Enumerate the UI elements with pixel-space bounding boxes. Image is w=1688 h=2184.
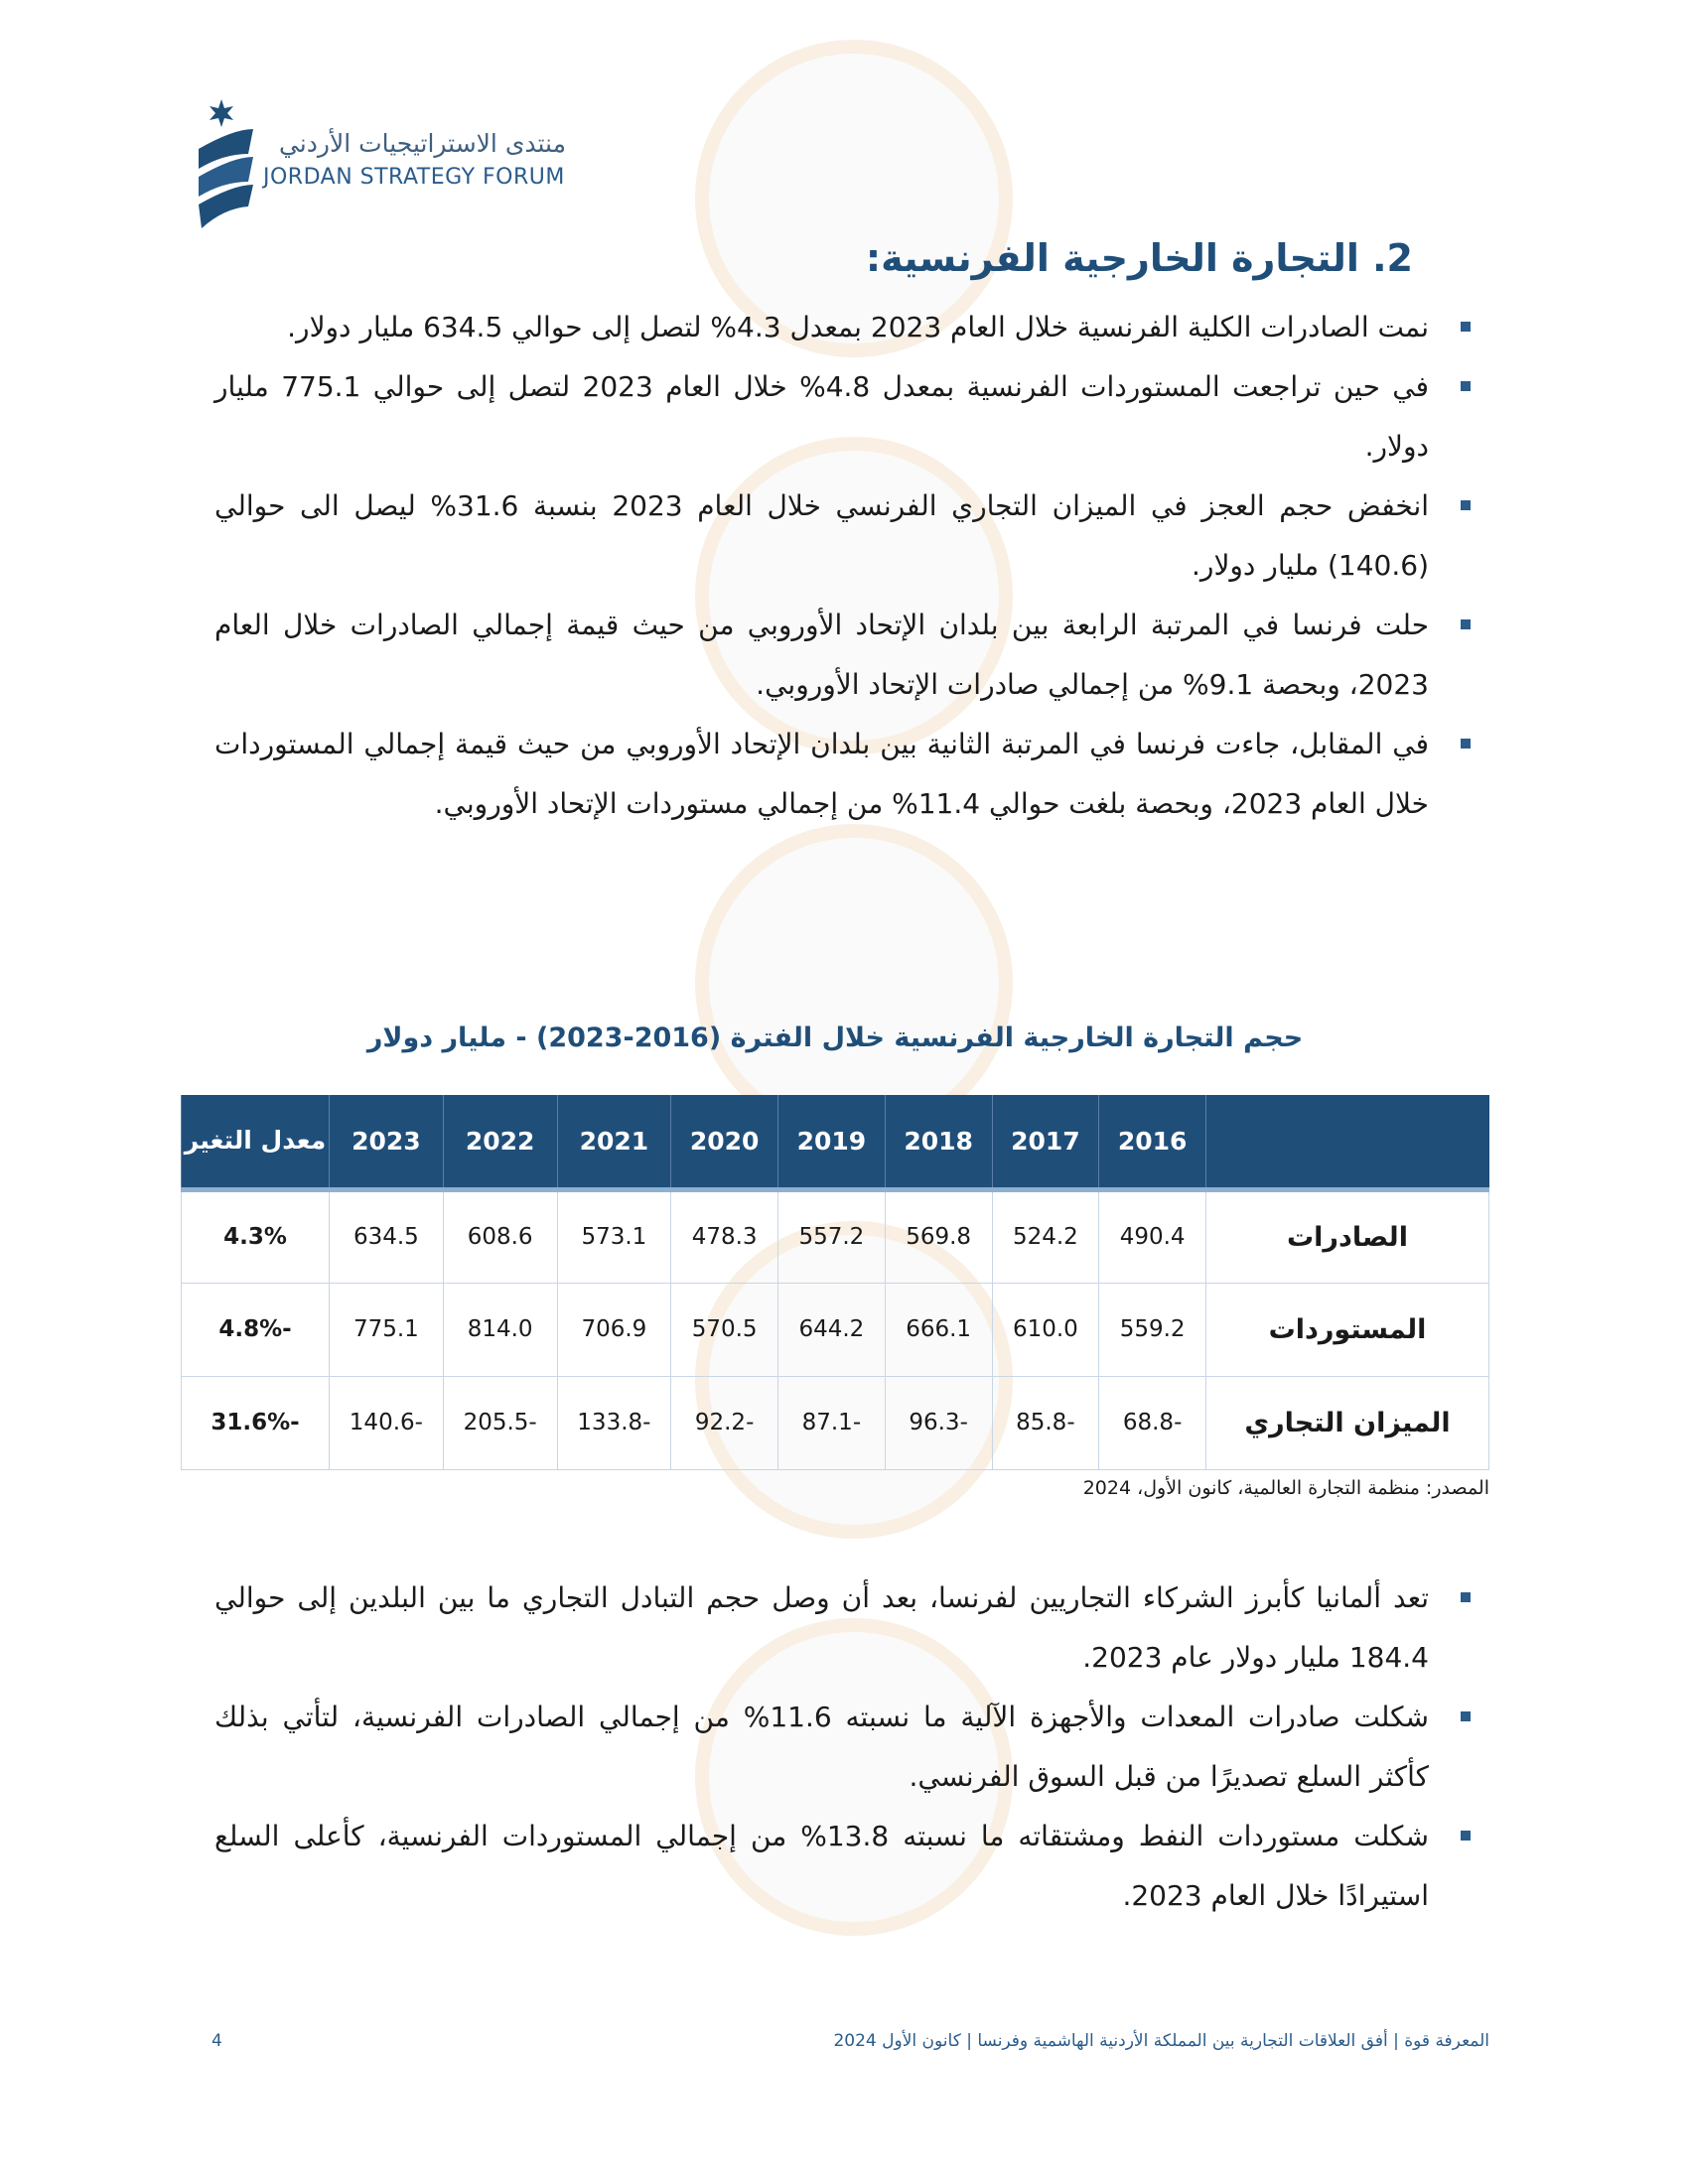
section-title: 2. التجارة الخارجية الفرنسية: — [865, 236, 1413, 280]
trade-table — [181, 1095, 1489, 1470]
bullet-list-top — [198, 298, 1429, 834]
logo — [194, 99, 591, 228]
row-label: الميزان التجاري — [1206, 1376, 1489, 1469]
list-item: شكلت صادرات المعدات والأجهزة الآلية ما نسبته 11.6% من إجمالي الصادرات الفرنسية، لتأتي بذلك كأكثر السلع تصديرًا من قبل السوق الفرنسي. — [198, 1688, 1429, 1807]
value-cell: -140.6 — [330, 1376, 444, 1469]
header-cell: 2017 — [992, 1095, 1099, 1189]
value-cell: 706.9 — [557, 1283, 671, 1376]
page-number: 4 — [211, 2031, 222, 2051]
value-cell: 569.8 — [885, 1189, 992, 1283]
list-item: في حين تراجعت المستوردات الفرنسية بمعدل 4.8% خلال العام 2023 لتصل إلى حوالي 775.1 مليار دولار. — [198, 357, 1429, 477]
value-cell: 557.2 — [778, 1189, 886, 1283]
value-cell: 559.2 — [1099, 1283, 1206, 1376]
logo-emblem-icon — [194, 99, 263, 233]
list-item: تعد ألمانيا كأبرز الشركاء التجاريين لفرنسا، بعد أن وصل حجم التبادل التجاري ما بين البلدين إلى حوالي 184.4 مليار دولار عام 2023. — [198, 1569, 1429, 1688]
header-cell: 2018 — [885, 1095, 992, 1189]
change-cell: 4.3% — [182, 1189, 330, 1283]
value-cell: -87.1 — [778, 1376, 886, 1469]
logo-arabic-name: منتدى الاستراتيجيات الأردني — [278, 129, 566, 158]
table-source: المصدر: منظمة التجارة العالمية، كانون الأول، 2024 — [1082, 1477, 1489, 1499]
value-cell: -133.8 — [557, 1376, 671, 1469]
value-cell: -96.3 — [885, 1376, 992, 1469]
value-cell: -205.5 — [443, 1376, 557, 1469]
value-cell: 608.6 — [443, 1189, 557, 1283]
row-label: المستوردات — [1206, 1283, 1489, 1376]
value-cell: -92.2 — [671, 1376, 778, 1469]
row-label: الصادرات — [1206, 1189, 1489, 1283]
value-cell: 610.0 — [992, 1283, 1099, 1376]
table-row — [182, 1376, 1489, 1469]
value-cell: -85.8 — [992, 1376, 1099, 1469]
table-row — [182, 1189, 1489, 1283]
footer-text: المعرفة قوة | أفق العلاقات التجارية بين المملكة الأردنية الهاشمية وفرنسا | كانون الأول 2024 — [833, 2031, 1489, 2051]
header-cell: 2019 — [778, 1095, 886, 1189]
value-cell: 573.1 — [557, 1189, 671, 1283]
value-cell: -68.8 — [1099, 1376, 1206, 1469]
value-cell: 570.5 — [671, 1283, 778, 1376]
header-cell: 2023 — [330, 1095, 444, 1189]
table-title: حجم التجارة الخارجية الفرنسية خلال الفترة (2016-2023) - مليار دولار — [366, 1023, 1304, 1053]
value-cell: 478.3 — [671, 1189, 778, 1283]
value-cell: 666.1 — [885, 1283, 992, 1376]
header-cell: 2020 — [671, 1095, 778, 1189]
list-item: حلت فرنسا في المرتبة الرابعة بين بلدان الإتحاد الأوروبي من حيث قيمة إجمالي الصادرات خلال العام 2023، وبحصة 9.1% من إجمالي صادرات الإتحاد الأوروبي. — [198, 596, 1429, 715]
value-cell: 490.4 — [1099, 1189, 1206, 1283]
list-item: في المقابل، جاءت فرنسا في المرتبة الثانية بين بلدان الإتحاد الأوروبي من حيث قيمة إجمالي المستوردات خلال العام 2023، وبحصة بلغت حوالي 11.4% من إجمالي مستوردات الإتحاد الأوروبي. — [198, 715, 1429, 834]
value-cell: 524.2 — [992, 1189, 1099, 1283]
header-cell: 2021 — [557, 1095, 671, 1189]
header-cell: 2016 — [1099, 1095, 1206, 1189]
list-item: نمت الصادرات الكلية الفرنسية خلال العام 2023 بمعدل 4.3% لتصل إلى حوالي 634.5 مليار دولار. — [198, 298, 1429, 357]
header-cell — [1206, 1095, 1489, 1189]
change-cell: -31.6% — [182, 1376, 330, 1469]
value-cell: 814.0 — [443, 1283, 557, 1376]
watermark — [695, 824, 1013, 1142]
list-item: شكلت مستوردات النفط ومشتقاته ما نسبته 13.8% من إجمالي المستوردات الفرنسية، كأعلى السلع استيرادًا خلال العام 2023. — [198, 1807, 1429, 1926]
table-header-row — [182, 1095, 1489, 1189]
value-cell: 634.5 — [330, 1189, 444, 1283]
header-cell: معدل التغير — [182, 1095, 330, 1189]
value-cell: 644.2 — [778, 1283, 886, 1376]
bullet-list-bottom — [198, 1569, 1429, 1926]
logo-english-name: JORDAN STRATEGY FORUM — [263, 165, 565, 190]
table-row — [182, 1283, 1489, 1376]
list-item: انخفض حجم العجز في الميزان التجاري الفرنسي خلال العام 2023 بنسبة 31.6% ليصل الى حوالي (140.6) مليار دولار. — [198, 477, 1429, 596]
value-cell: 775.1 — [330, 1283, 444, 1376]
header-cell: 2022 — [443, 1095, 557, 1189]
change-cell: -4.8% — [182, 1283, 330, 1376]
